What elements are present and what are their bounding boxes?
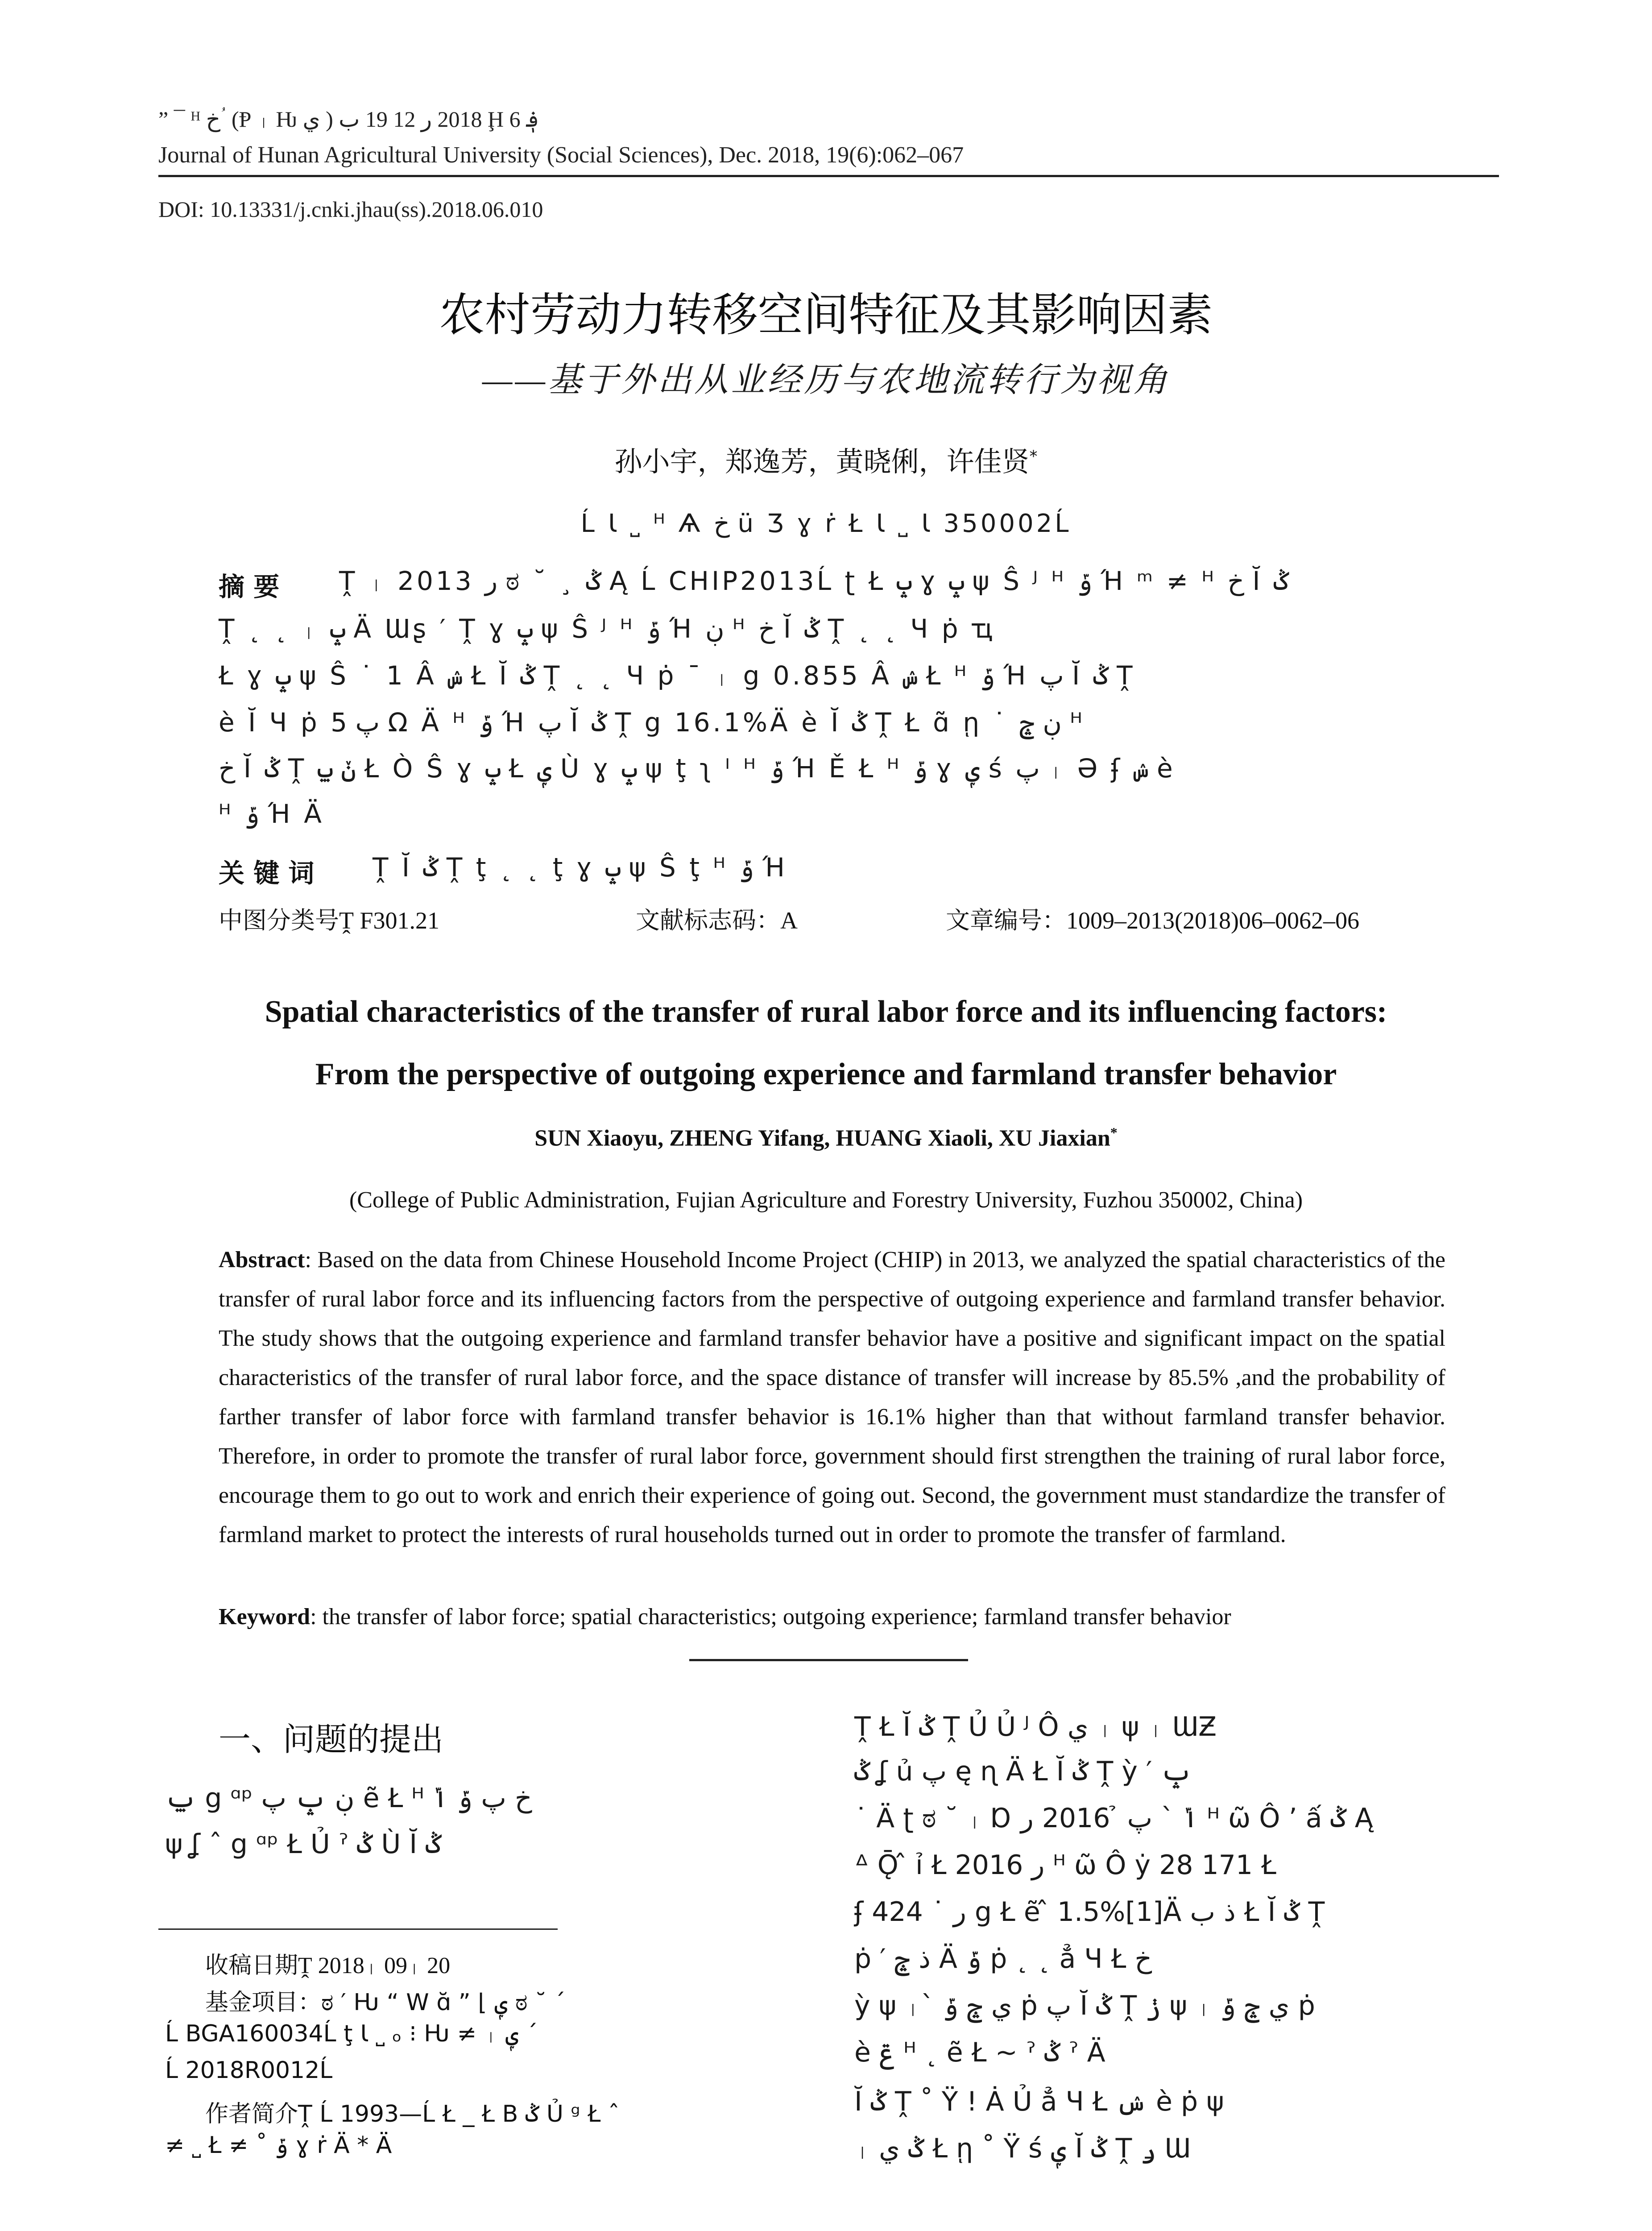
author-value: Ṱ Ĺ 1993—Ĺ Ł _ Ł B ݣ Ủ ᵍ Ł ˆ: [298, 2101, 620, 2127]
affiliation-en: (College of Public Administration, Fujian Agriculture and Forestry University, Fuzhou 350002, China): [349, 1187, 1303, 1213]
authors-cn-mark: *: [1029, 447, 1038, 466]
fund-line-2: Ĺ BGA160034Ĺ ţ Ɩ ˽ ₒ ⁝ Ƕ ≠ ᛧ ݷ ˊ: [165, 2020, 538, 2047]
abstract-cn-line-3: Ł ɣ ݒ ψ Ŝ ˙ 1 Â ݾ Ł Ĭ ݣ Ṱ ˛ ˛ Ч ṗ ¯ ᛧ ց 0.855 Â ݾ Ł ᴴ ݹ Ή پ Ĭ ݣ Ṱ: [219, 660, 1135, 691]
author-line-2: ≠ ˽ Ł ≠ ˚ ݹ ɣ ṙ Ä * Ä: [165, 2132, 392, 2159]
section1-line-2: ψ ʆ ˆ ց ᵅᵖ Ł Ủ ˀ ݣ Ù Ĭ ݣ: [165, 1829, 442, 1860]
right-col-line-7: ỳ ψ ᛧ` ي ݘ ݹ ṗ پ Ĭ ݣ Ṱ ݫ ψ ᛧ ي ݘ ݹ ṗ: [854, 1990, 1315, 2021]
doc-code-label: 文献标志码：: [636, 906, 780, 934]
affiliation-cn: Ĺ Ɩ ˽ ᴴ Ѧ خ ü Ʒ ɣ ṙ Ł Ɩ ˽ Ɩ 350002Ĺ: [580, 509, 1072, 538]
clc-value: Ṱ F301.21: [339, 907, 440, 934]
keywords-cn-label: 关 键 词: [219, 858, 315, 888]
authors-en-names: SUN Xiaoyu, ZHENG Yifang, HUANG Xiaoli, XU Jiaxian: [534, 1125, 1110, 1151]
abstract-cn-line-1: Ṱ ᛧ 2013 ر ಠ ˘ ¸ ݣ Ą Ĺ CHIP2013Ĺ ʈ Ł ݒ ɣ ݒ ψ Ŝ ᴶ ᴴ ݹ Ή ᵐ ≠ ᴴ خ Ĭ ݣ: [339, 566, 1289, 596]
footnote-received: [205, 1946, 450, 1980]
keyword-en: [219, 1597, 1445, 1637]
footnote-rule: [158, 1928, 558, 1930]
abstract-en: [219, 1240, 1445, 1555]
authors-en: [0, 1124, 1652, 1151]
keywords-cn-value: Ṱ Ĭ ݣ Ṱ ţ ˛ ˛ ţ ɣ ݒ ψ Ŝ ţ ᴴ ݹ Ή: [373, 852, 788, 883]
doc-code: [636, 901, 798, 936]
abstract-en-label: Abstract: [219, 1247, 305, 1273]
title-en-line-2: From the perspective of outgoing experience and farmland transfer behavior: [315, 1057, 1337, 1091]
article-number: [946, 901, 1359, 936]
clc-number: [219, 901, 439, 936]
abstract-cn-label: 摘 要: [219, 572, 280, 602]
authors-cn-names: 孙小宇，郑逸芳，黄晓俐，许佳贤: [614, 445, 1030, 478]
section1-line-1: ݐ ց ᵅᵖ ڹ ݒ پ ẽ Ł ᴴ خ پ ݹ ݴ: [165, 1783, 532, 1814]
section-heading-1: 一、问题的提出: [219, 1721, 444, 1758]
right-col-line-9: Ĭ ݣ Ṱ ˚ Ÿ ! Ȧ Ủ ẳ Ч Ł ݾ è ṗ ψ: [854, 2086, 1224, 2117]
authors-en-mark: *: [1110, 1124, 1118, 1140]
article-number-value: 1009–2013(2018)06–0062–06: [1066, 907, 1359, 934]
received-label: 收稿日期: [205, 1952, 298, 1979]
keyword-en-text: : the transfer of labor force; spatial characteristics; outgoing experience; farmland transfer behavior: [310, 1604, 1231, 1630]
article-number-label: 文章编号：: [946, 906, 1066, 934]
abstract-separator: [689, 1659, 968, 1661]
right-col-line-6: ṗ ′ ذ ݘ Ä ݹ ṗ ˛ ˛ ẳ Ч Ł خ: [854, 1943, 1152, 1974]
right-col-line-5: ʄ ر ˙ 424 ց Ł ẽ ̂ 1.5%[1]Ä ذ ب Ł Ĭ ݣ Ṱ: [854, 1896, 1325, 1928]
footnote-fund: [205, 1983, 566, 2017]
header-rule: [158, 175, 1499, 177]
clc-label: 中图分类号: [219, 906, 339, 934]
right-col-line-2: ݣ ʆ ủ پ ę ɳ Ä Ł Ĭ ݣ Ṱ ỳ ′ ݒ: [854, 1756, 1192, 1787]
fund-value: ಠ ′ Ƕ “ W ɑ̆ ” ⌊ ݷ ಠ ˘ ˊ: [321, 1989, 566, 2016]
abstract-cn-line-5: خ Ĭ ݣ Ṱ ݩ ݐ Ł Ò Ŝ ɣ ݒ Ł ݷ Ù ɣ ݒ ψ ţ ʅ ᴵ ᴴ ݹ Ή Ě Ł ᴴ ݹ ɣ ݷ ś پ ᛧ Ә ʄ ݾ è: [219, 753, 1176, 784]
keyword-en-label: Keyword: [219, 1604, 311, 1630]
footnote-author: [205, 2095, 620, 2128]
doc-code-value: A: [780, 907, 798, 934]
authors-cn: [0, 440, 1652, 479]
right-col-line-8: è ݝ ᴴ ˛ ẽ Ł ~ ˀ ݣ ˀ Ä: [854, 2037, 1105, 2068]
title-cn: 农村劳动力转移空间特征及其影响因素: [439, 289, 1213, 342]
abstract-cn-line-6: ᴴ ݹ Ή Ä: [219, 799, 324, 829]
fund-label: 基金项目：: [205, 1989, 322, 2016]
doi: DOI: 10.13331/j.cnki.jhau(ss).2018.06.010: [158, 197, 543, 222]
abstract-cn-line-4: è Ĭ Ч ṗ پ 5 Ω Ä ᴴ ݹ Ή پ Ĭ ݣ Ṱ ց 16.1%Ä è Ĭ ݣ Ṱ Ł ɑ̃ ῃ ˙ ڹ ݘ ᴴ: [219, 707, 1085, 738]
subtitle-cn: ——基于外出从业经历与农地流转行为视角: [482, 361, 1170, 399]
right-col-line-4: ᐞ Ǭ ̂ ỉ Ł 2016 ر ᴴ ῶ Ô ẏ 28 171 Ł: [854, 1849, 1276, 1881]
author-label: 作者简介: [205, 2101, 298, 2127]
abstract-cn-line-2: Ṱ ˛ ˛ ᛧ ݒ Ä Ɯʂ ′ Ṱ ɣ ݒ ψ Ŝ ᴶ ᴴ ݹ Ή ڹ ᴴ خ Ĭ ݣ Ṱ ˛ ˛ Ч ṗ ҵ: [219, 614, 995, 644]
journal-header-cn: ” ¯ ᴴ خ ؙ (Ᵽ ᛧ Ƕ ي ) 2018 ر 12 19 ب Ḩ 6 ؋: [158, 107, 539, 132]
received-value: Ṱ 2018ᛧ 09ᛧ 20: [298, 1953, 451, 1978]
fund-line-3: Ĺ 2018R0012Ĺ: [165, 2057, 333, 2084]
right-col-line-10: ᛧ ݣ ي Ł ῃ ˚ Ÿ ś ݷ Ĭ ݣ Ṱ ݛ Ɯ: [854, 2133, 1191, 2164]
right-col-line-3: ˙ Ä ʈ ಠ ˘ ᛧ Ɒ ݴ ` پ ̉ 2016 ر ᴴ ῶ Ô ’ ấ ݣ Ą: [854, 1803, 1373, 1834]
right-col-line-1: Ṱ Ł Ĭ ݣ Ṱ Ủ Ủ ᴶ Ô ي ᛧ ψ ᛧ ƜƵ: [854, 1711, 1217, 1742]
abstract-en-text: : Based on the data from Chinese Household Income Project (CHIP) in 2013, we analyzed the spatial characteristics of the transfer of rural labor force and its influencing factors from the perspective of outgoing experience and farmland transfer behavior. The study shows that the outgoing experience and farmland transfer behavior have a positive and significant impact on the spatial characteristics of the transfer of rural labor force, and the space distance of transfer will increase by 85.5% ,and the probability of farther transfer of labor force with farmland transfer behavior is 16.1% higher than that without farmland transfer behavior. Therefore, in order to promote the transfer of rural labor force, government should first strengthen the training of rural labor force, encourage them to go out to work and enrich their experience of going out. Second, the government must standardize the transfer of farmland market to protect the interests of rural households turned out in order to promote the transfer of farmland.: [219, 1247, 1445, 1547]
journal-header-en: Journal of Hunan Agricultural University (Social Sciences), Dec. 2018, 19(6):062–067: [158, 142, 964, 168]
title-en-line-1: Spatial characteristics of the transfer of rural labor force and its influencing factors:: [265, 995, 1387, 1029]
